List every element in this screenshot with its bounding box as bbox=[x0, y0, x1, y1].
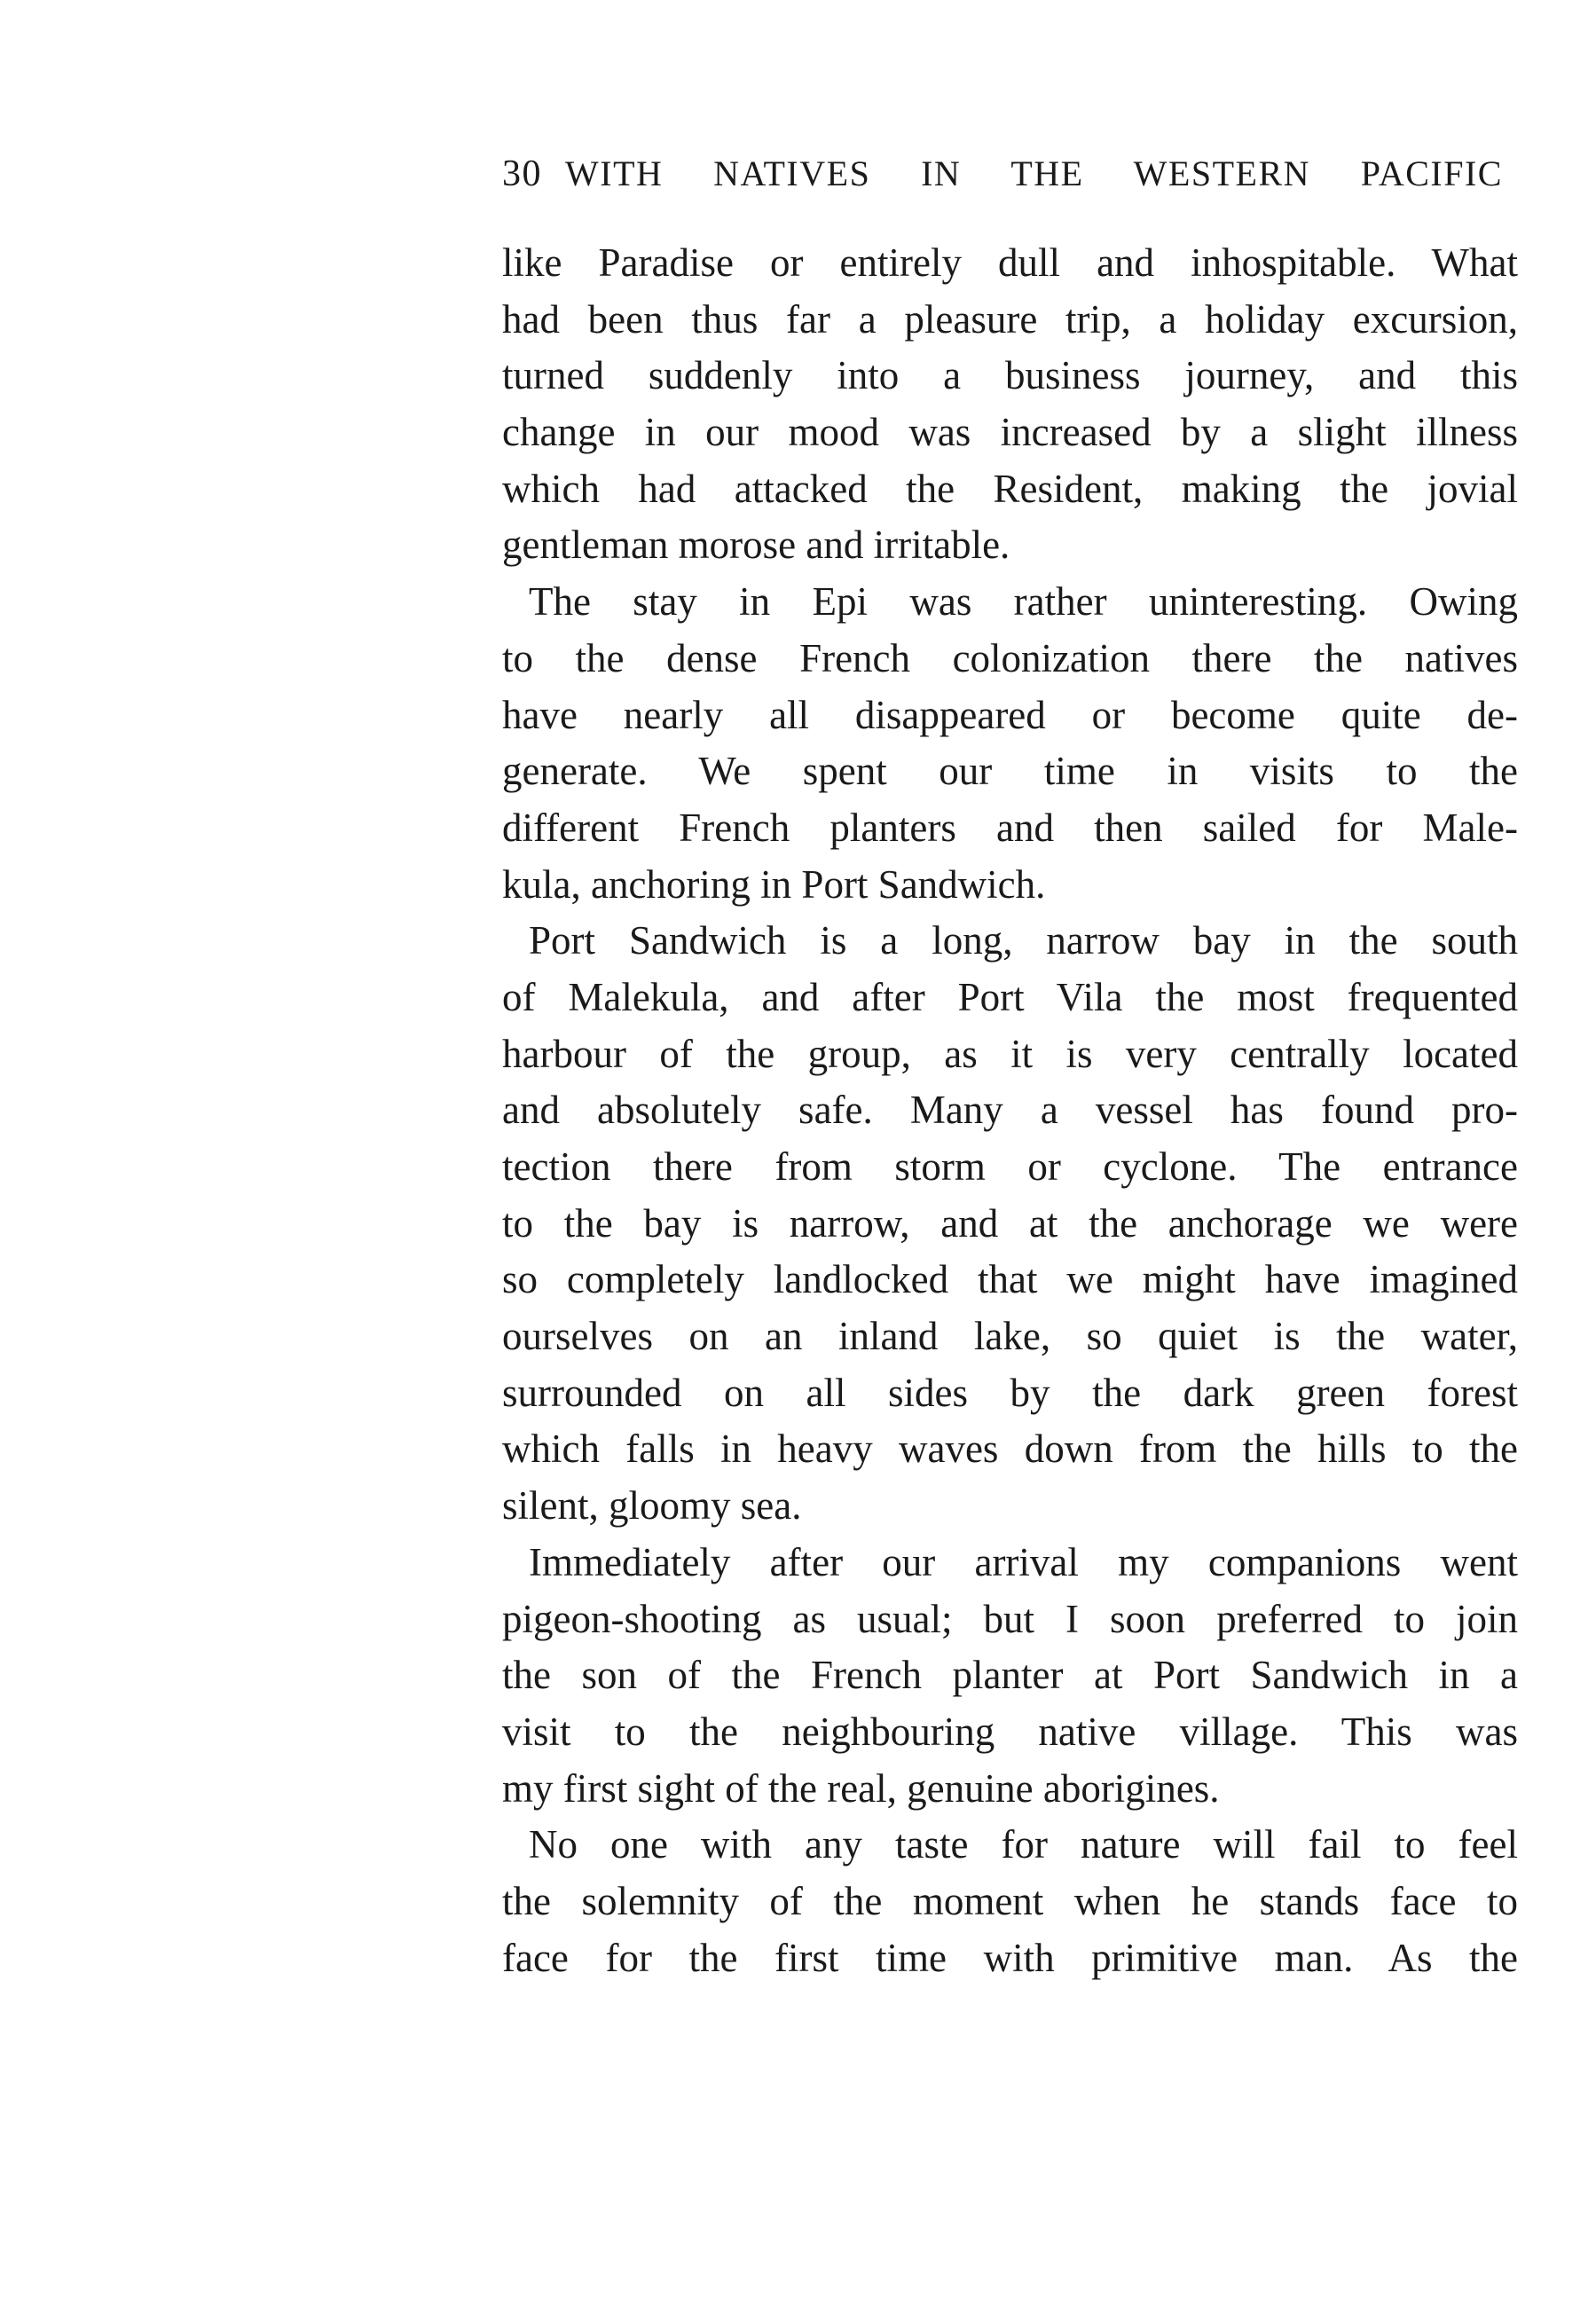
text-line: gentleman morose and irritable. bbox=[502, 523, 1010, 568]
text-line: of Malekula, and after Port Vila the most frequented bbox=[502, 974, 1518, 1019]
text-line: tection there from storm or cyclone. The entrance bbox=[502, 1144, 1518, 1189]
text-line: the son of the French planter at Port Sandwich in a bbox=[502, 1653, 1518, 1698]
text-line: which had attacked the Resident, making the jovial bbox=[502, 466, 1518, 511]
page-number: 30 bbox=[502, 153, 542, 194]
text-line: generate. We spent our time in visits to the bbox=[502, 749, 1518, 794]
text-line: had been thus far a pleasure trip, a holiday excursion, bbox=[502, 296, 1518, 342]
text-line: No one with any taste for nature will fail to feel bbox=[529, 1822, 1518, 1867]
text-line: like Paradise or entirely dull and inhospitable. What bbox=[502, 240, 1518, 285]
text-line: silent, gloomy sea. bbox=[502, 1483, 802, 1529]
running-title: WITH NATIVES IN THE WESTERN PACIFIC bbox=[565, 153, 1503, 193]
text-line: have nearly all disappeared or become quite de- bbox=[502, 692, 1518, 737]
text-line: harbour of the group, as it is very centrally located bbox=[502, 1031, 1518, 1076]
running-header bbox=[502, 153, 1503, 195]
text-line: to the dense French colonization there the natives bbox=[502, 635, 1518, 680]
text-line: face for the first time with primitive man. As the bbox=[502, 1935, 1518, 1980]
text-line: different French planters and then sailed for Male- bbox=[502, 805, 1518, 850]
text-line: change in our mood was increased by a slight illness bbox=[502, 410, 1518, 455]
page-body-text bbox=[502, 235, 1518, 1986]
text-line: turned suddenly into a business journey, and this bbox=[502, 353, 1518, 398]
text-line: visit to the neighbouring native village. This was bbox=[502, 1709, 1518, 1754]
text-line: Immediately after our arrival my companions went bbox=[529, 1539, 1518, 1584]
text-line: which falls in heavy waves down from the hills to the bbox=[502, 1427, 1518, 1472]
text-line: surrounded on all sides by the dark green forest bbox=[502, 1370, 1518, 1415]
text-line: The stay in Epi was rather uninteresting. Owing bbox=[529, 579, 1518, 625]
text-line: to the bay is narrow, and at the anchorage we were bbox=[502, 1200, 1518, 1246]
text-line: and absolutely safe. Many a vessel has found pro- bbox=[502, 1088, 1518, 1133]
text-line: so completely landlocked that we might have imagined bbox=[502, 1257, 1518, 1302]
text-line: kula, anchoring in Port Sandwich. bbox=[502, 861, 1046, 907]
text-line: the solemnity of the moment when he stands face to bbox=[502, 1878, 1518, 1923]
text-line: Port Sandwich is a long, narrow bay in the south bbox=[529, 918, 1518, 963]
text-line: pigeon-shooting as usual; but I soon preferred to join bbox=[502, 1596, 1518, 1641]
text-line: my first sight of the real, genuine aborigines. bbox=[502, 1765, 1220, 1811]
text-line: ourselves on an inland lake, so quiet is the water, bbox=[502, 1314, 1518, 1359]
